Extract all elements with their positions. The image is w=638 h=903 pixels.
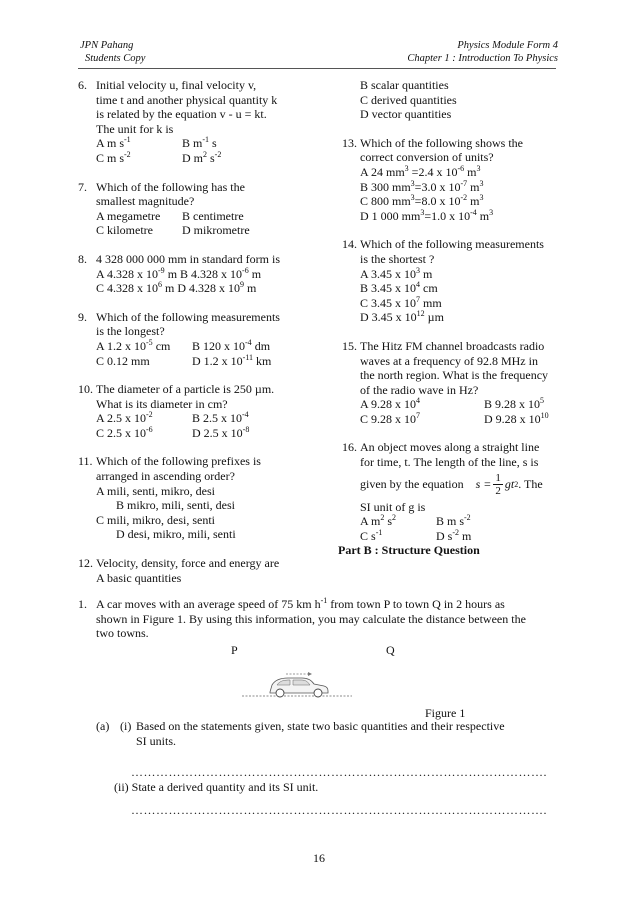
question-7 (78, 180, 340, 238)
question-text: waves at a frequency of 92.8 MHz in (360, 353, 538, 368)
option-a: A 1.2 x $10^{-5}$ cm (96, 337, 171, 353)
question-text: Initial velocity u, final velocity v, (96, 78, 257, 92)
question-text: SI unit of g is (360, 499, 426, 514)
equation: s = $\frac{1}{2}$ gt 2 (475, 472, 519, 498)
question-text: of the radio wave in Hz? (360, 382, 479, 397)
option-c: C 3.45 x $10^7$ mm (360, 294, 442, 310)
question-text: Which of the following prefixes is (96, 454, 261, 469)
question-text: An object moves along a straight line (360, 440, 540, 455)
options-row-2: C 4.328 x $10^6$ m D 4.328 x $10^9$ m (96, 280, 257, 296)
arrow-head (308, 672, 312, 676)
left-column (78, 78, 340, 585)
right-column (338, 78, 566, 558)
question-number: 14. (342, 237, 357, 252)
option-b: B 2.5 x $10^{-4}$ (192, 410, 249, 426)
option-a: A $m^2$ $s^2$ (360, 513, 397, 529)
option-a: A mili, senti, mikro, desi (96, 483, 215, 498)
option-b: B 3.45 x $10^4$ cm (360, 280, 438, 296)
header-rule (78, 68, 556, 69)
question-text: the north region. What is the frequency (360, 368, 549, 383)
header-right (407, 39, 558, 65)
option-b: B 300 $mm^3=3.0$ x $10^{-7}$ $m^3$ (360, 178, 484, 194)
question-text: 4 328 000 000 mm in standard form is (96, 251, 280, 266)
question-text: arranged in ascending order? (96, 469, 235, 484)
option-c: C mili, mikro, desi, senti (96, 512, 215, 527)
option-a: A 9.28 x $10^4$ (360, 396, 421, 412)
option-d: D $m^2$ $s^{-2}$ (182, 149, 222, 165)
question-number: 7. (78, 179, 87, 194)
question-number: 9. (78, 309, 87, 324)
question-number: 15. (342, 338, 357, 353)
header-school: JPN Pahang (80, 40, 134, 51)
car-wheel (314, 689, 322, 697)
option-d: D vector quantities (360, 107, 452, 122)
question-12 (78, 556, 340, 585)
option-b: B mikro, mili, senti, desi (116, 498, 235, 513)
option-a: A 24 $mm^3 =2.4$ x $10^{-6}$ $m^3$ (360, 163, 481, 179)
car-figure (240, 666, 360, 706)
question-text: Which of the following measurements (360, 237, 544, 252)
option-b: B m $s^{-2}$ (436, 513, 471, 529)
option-a: A 2.5 x $10^{-2}$ (96, 410, 153, 426)
question-text: is related by the equation v - u = kt. (96, 107, 267, 122)
option-d: D 2.5 x $10^{-8}$ (192, 424, 250, 440)
option-c: C 2.5 x $10^{-6}$ (96, 424, 153, 440)
option-a: A megametre (96, 208, 161, 223)
option-b: B 120 x $10^{-4}$ dm (192, 337, 271, 353)
option-b: B centimetre (182, 208, 244, 223)
option-a: A 3.45 x $10^3$ m (360, 265, 433, 281)
question-9 (78, 310, 340, 368)
option-c: C $s^{-1}$ (360, 527, 383, 543)
question-text: What is its diameter in cm? (96, 396, 228, 411)
option-b: B scalar quantities (360, 78, 449, 92)
option-c: C kilometre (96, 223, 153, 238)
question-text: time t and another physical quantity k (96, 92, 278, 107)
part-b-heading: Part B : Structure Question (338, 543, 480, 558)
question-text: correct conversion of units? (360, 150, 494, 165)
option-d: D mikrometre (182, 223, 250, 238)
option-c: C derived quantities (360, 92, 457, 107)
structure-question-1 (78, 597, 564, 641)
question-11 (78, 454, 340, 542)
car-wheel (276, 689, 284, 697)
question-text: is the shortest ? (360, 251, 435, 266)
question-number: 8. (78, 251, 87, 266)
part-a-label: (a) (96, 719, 110, 733)
header-chapter: Chapter 1 : Introduction To Physics (407, 53, 558, 64)
figure-caption: Figure 1 (425, 706, 466, 720)
question-number: 10. (78, 382, 93, 397)
option-c: C 800 $mm^3=8.0$ x $10^{-2}$ $m^3$ (360, 193, 484, 209)
part-ai-label: (i) (120, 719, 132, 733)
question-text: Which of the following measurements (96, 309, 280, 324)
answer-line-2[interactable]: ………………………………………………………………………………………. (131, 803, 547, 817)
option-d: D 1.2 x $10^{-11}$ km (192, 352, 272, 368)
question-text: for time, t. The length of the line, s is (360, 455, 539, 470)
option-c: C 0.12 mm (96, 353, 150, 368)
question-number: 12. (78, 556, 93, 571)
question-text: The Hitz FM channel broadcasts radio (360, 338, 545, 353)
question-number: 11. (78, 454, 93, 469)
question-text: two towns. (96, 626, 149, 641)
question-13 (342, 136, 566, 224)
question-8 (78, 252, 340, 296)
question-text: is the longest? (96, 324, 165, 339)
question-15 (342, 339, 566, 427)
question-14 (342, 237, 566, 325)
equation-line: given by the equation s = $\frac{1}{2}$ gt 2 . The (360, 472, 543, 498)
option-a: A m $s^{-1}$ (96, 135, 131, 151)
part-aii-text: (ii) State a derived quantity and its SI unit. (114, 780, 319, 794)
options-row-1: A 4.328 x $10^{-9}$ m B 4.328 x $10^{-6}$ m (96, 265, 262, 281)
question-number: 16. (342, 440, 357, 455)
question-10 (78, 382, 340, 440)
question-text: Which of the following shows the (360, 135, 523, 150)
question-number: 6. (78, 78, 87, 92)
option-d: D 3.45 x $10^{12}$ µm (360, 309, 444, 325)
option-d: D 9.28 x $10^{10}$ (484, 410, 549, 426)
question-text: Velocity, density, force and energy are (96, 556, 280, 571)
question-text: Which of the following has the (96, 179, 245, 194)
question-text: smallest magnitude? (96, 194, 195, 209)
question-number: 1. (78, 597, 87, 611)
part-ai-text: SI units. (136, 733, 177, 748)
question-text: shown in Figure 1. By using this information, you may calculate the distance between the (96, 611, 526, 626)
header-module: Physics Module Form 4 (457, 40, 558, 51)
question-6 (78, 78, 340, 166)
option-d: D 1 000 $mm^3=1.0$ x $10^{-4}$ $m^3$ (360, 207, 494, 223)
town-q-label: Q (386, 643, 395, 657)
option-c: C m $s^{-2}$ (96, 149, 131, 165)
header-copy: Students Copy (85, 53, 146, 64)
question-text: A car moves with an average speed of 75 km $h^{-1}$ from town P to town Q in 2 hours as (96, 596, 505, 611)
option-d: D $s^{-2}$ m (436, 527, 472, 543)
part-ai-text: Based on the statements given, state two basic quantities and their respective (136, 719, 505, 733)
page-number: 16 (313, 851, 325, 865)
option-b: B $m^{-1}$ s (182, 135, 217, 151)
option-a: A basic quantities (96, 570, 182, 585)
option-d: D desi, mikro, mili, senti (116, 527, 236, 542)
option-c: C 9.28 x $10^7$ (360, 410, 421, 426)
question-16 (342, 440, 566, 543)
question-number: 13. (342, 135, 357, 150)
answer-line-1[interactable]: ………………………………………………………………………………………. (131, 765, 547, 779)
part-a (96, 719, 566, 748)
option-b: B 9.28 x $10^5$ (484, 396, 545, 412)
header-left (80, 39, 145, 65)
question-text: The unit for k is (96, 121, 174, 136)
town-p-label: P (231, 643, 238, 657)
car-windows (277, 680, 310, 685)
question-text: The diameter of a particle is 250 µm. (96, 382, 275, 397)
